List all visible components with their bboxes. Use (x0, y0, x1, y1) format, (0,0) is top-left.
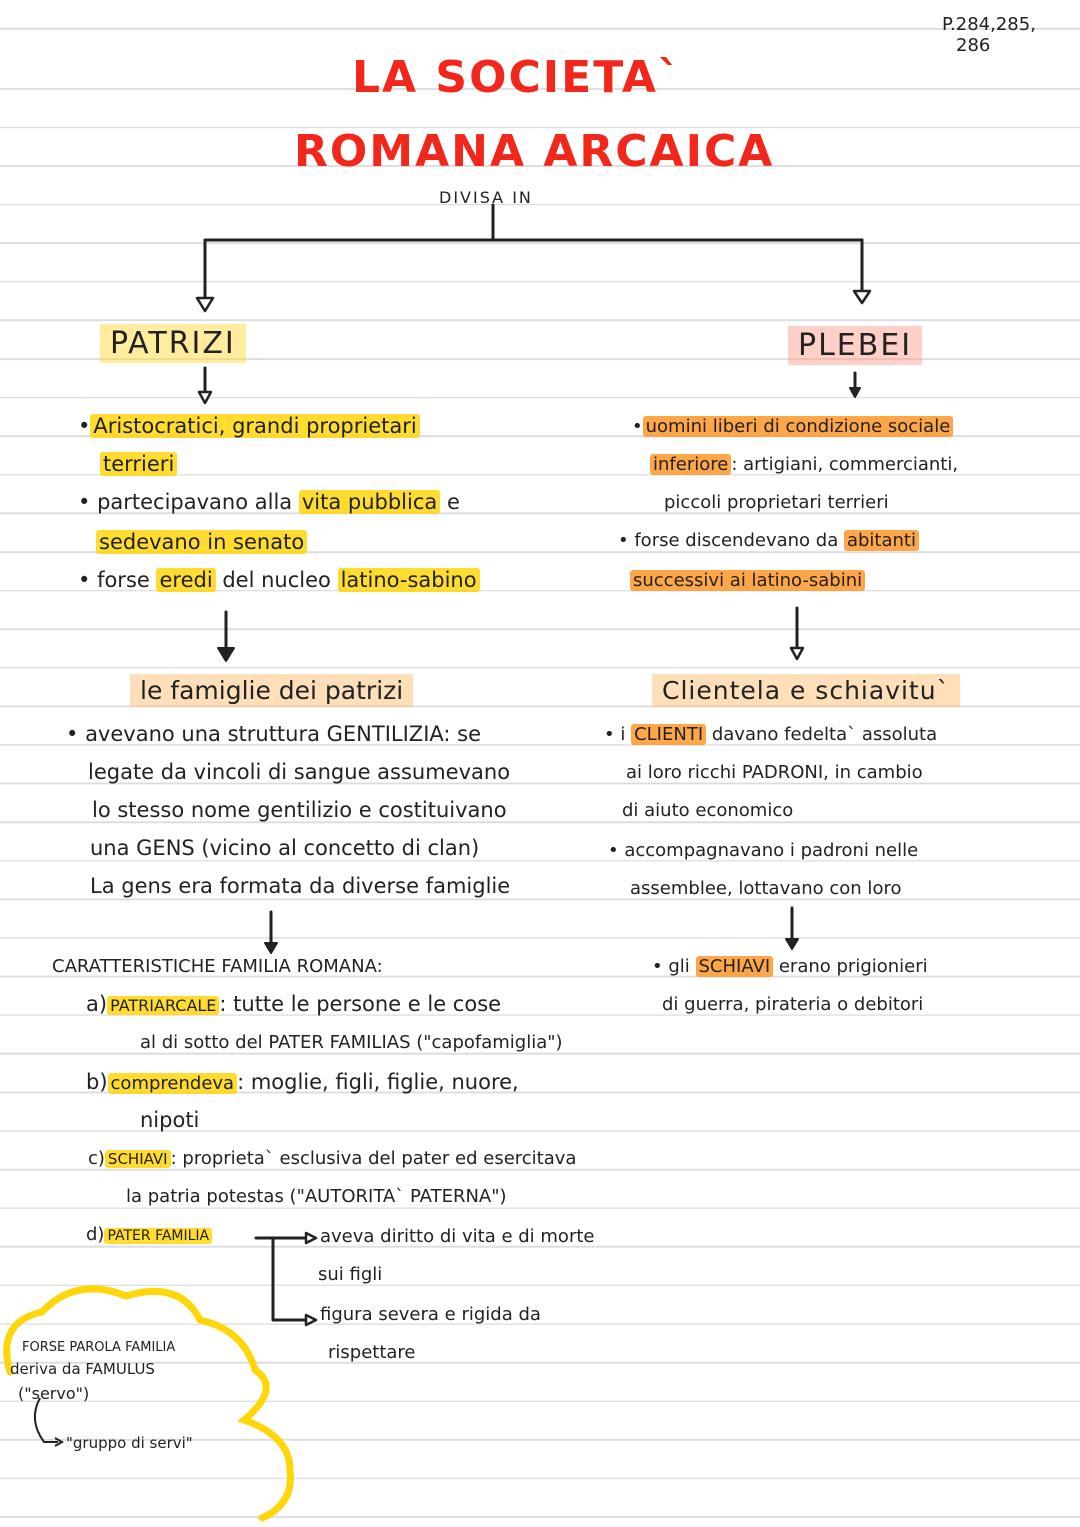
page-title-line1: LA SOCIETA` (352, 52, 682, 103)
plebei-bullet-1: • uomini liberi di condizione sociale (632, 416, 953, 437)
plebei-bullet-2-cont: successivi ai latino-sabini (630, 570, 865, 591)
page-reference (942, 14, 1036, 56)
arrowhead-plebei-detail (850, 388, 860, 397)
caratteristica-c: c) SCHIAVI : proprieta` esclusiva del pater ed esercitava (88, 1148, 577, 1169)
divisa-label: DIVISA IN (439, 188, 533, 207)
famiglie-line-2: legate da vincoli di sangue assumevano (88, 760, 511, 784)
schiavi-bullet-line2: di guerra, pirateria o debitori (662, 994, 924, 1015)
arrowhead-famiglie (218, 648, 234, 661)
patrizi-bullet-1: • Aristocratici, grandi proprietari (78, 414, 420, 438)
note-line-1: FORSE PAROLA FAMILIA (22, 1340, 176, 1355)
clientela-bullet-1-line3: di aiuto economico (622, 800, 794, 821)
arrowhead-patrizi (197, 298, 213, 311)
caratteristica-a: a) PATRIARCALE : tutte le persone e le cose (86, 992, 502, 1016)
caratteristica-b-line2: nipoti (140, 1108, 200, 1132)
clientela-bullet-1: • i CLIENTI davano fedelta` assoluta (604, 724, 938, 745)
page-title-line2: ROMANA ARCAICA (294, 126, 775, 177)
plebei-bullet-1-line2: inferiore : artigiani, commercianti, (650, 454, 958, 475)
page-ref-line1: P.284,285, (942, 14, 1036, 35)
note-line-2: deriva da FAMULUS (10, 1360, 155, 1378)
famiglie-line-5: La gens era formata da diverse famiglie (90, 874, 511, 898)
arrowhead-caratteristiche (265, 943, 277, 953)
arrowhead-clientela (791, 648, 803, 659)
clientela-bullet-2: • accompagnavano i padroni nelle (608, 840, 919, 861)
arrowhead-pater-2 (306, 1315, 316, 1325)
caratteristica-a-line2: al di sotto del PATER FAMILIAS ("capofamiglia") (140, 1032, 563, 1053)
caratteristica-b: b) comprendeva : moglie, figli, figlie, nuore, (86, 1070, 519, 1094)
famiglie-line-1: • avevano una struttura GENTILIZIA: se (66, 722, 481, 746)
plebei-heading: PLEBEI (788, 328, 922, 363)
schiavi-bullet: • gli SCHIAVI erano prigionieri (652, 956, 928, 977)
pater-right-1-line2: sui figli (318, 1264, 383, 1285)
page-ref-line2: 286 (956, 35, 991, 56)
arrowhead-patrizi-detail (199, 392, 211, 403)
famiglie-line-3: lo stesso nome gentilizio e costituivano (92, 798, 507, 822)
arrowhead-pater-1 (306, 1233, 316, 1243)
clientela-bullet-1-line2: ai loro ricchi PADRONI, in cambio (626, 762, 923, 783)
plebei-bullet-2: • forse discendevano da abitanti (618, 530, 919, 551)
note-line-4: "gruppo di servi" (66, 1434, 193, 1452)
note-cloud (7, 1289, 291, 1518)
famiglie-line-4: una GENS (vicino al concetto di clan) (90, 836, 480, 860)
pater-branch (256, 1238, 308, 1320)
patrizi-bullet-2: • partecipavano alla vita pubblica e (78, 490, 460, 514)
patrizi-bullet-2-cont: sedevano in senato (96, 530, 307, 554)
clientela-bullet-2-line2: assemblee, lottavano con loro (630, 878, 902, 899)
patrizi-heading: PATRIZI (100, 326, 246, 361)
note-arrow (35, 1398, 58, 1442)
arrowhead-plebei (854, 291, 870, 303)
patrizi-bullet-3: • forse eredi del nucleo latino-sabino (78, 568, 480, 592)
caratteristica-c-line2: la patria potestas ("AUTORITA` PATERNA") (126, 1186, 507, 1207)
patrizi-bullet-1-cont: terrieri (100, 452, 177, 476)
pater-right-2-line2: rispettare (328, 1342, 416, 1363)
note-line-3: ("servo") (18, 1384, 90, 1403)
pater-right-2: figura severa e rigida da (320, 1304, 541, 1325)
arrowhead-schiavi (786, 939, 798, 949)
plebei-bullet-1-line3: piccoli proprietari terrieri (664, 492, 889, 513)
caratteristica-d: d) PATER FAMILIA (86, 1224, 212, 1245)
famiglie-heading: le famiglie dei patrizi (130, 676, 413, 705)
clientela-heading: Clientela e schiavitu` (652, 676, 960, 705)
caratteristiche-heading: CARATTERISTICHE FAMILIA ROMANA: (52, 956, 383, 977)
pater-right-1: aveva diritto di vita e di morte (320, 1226, 595, 1247)
